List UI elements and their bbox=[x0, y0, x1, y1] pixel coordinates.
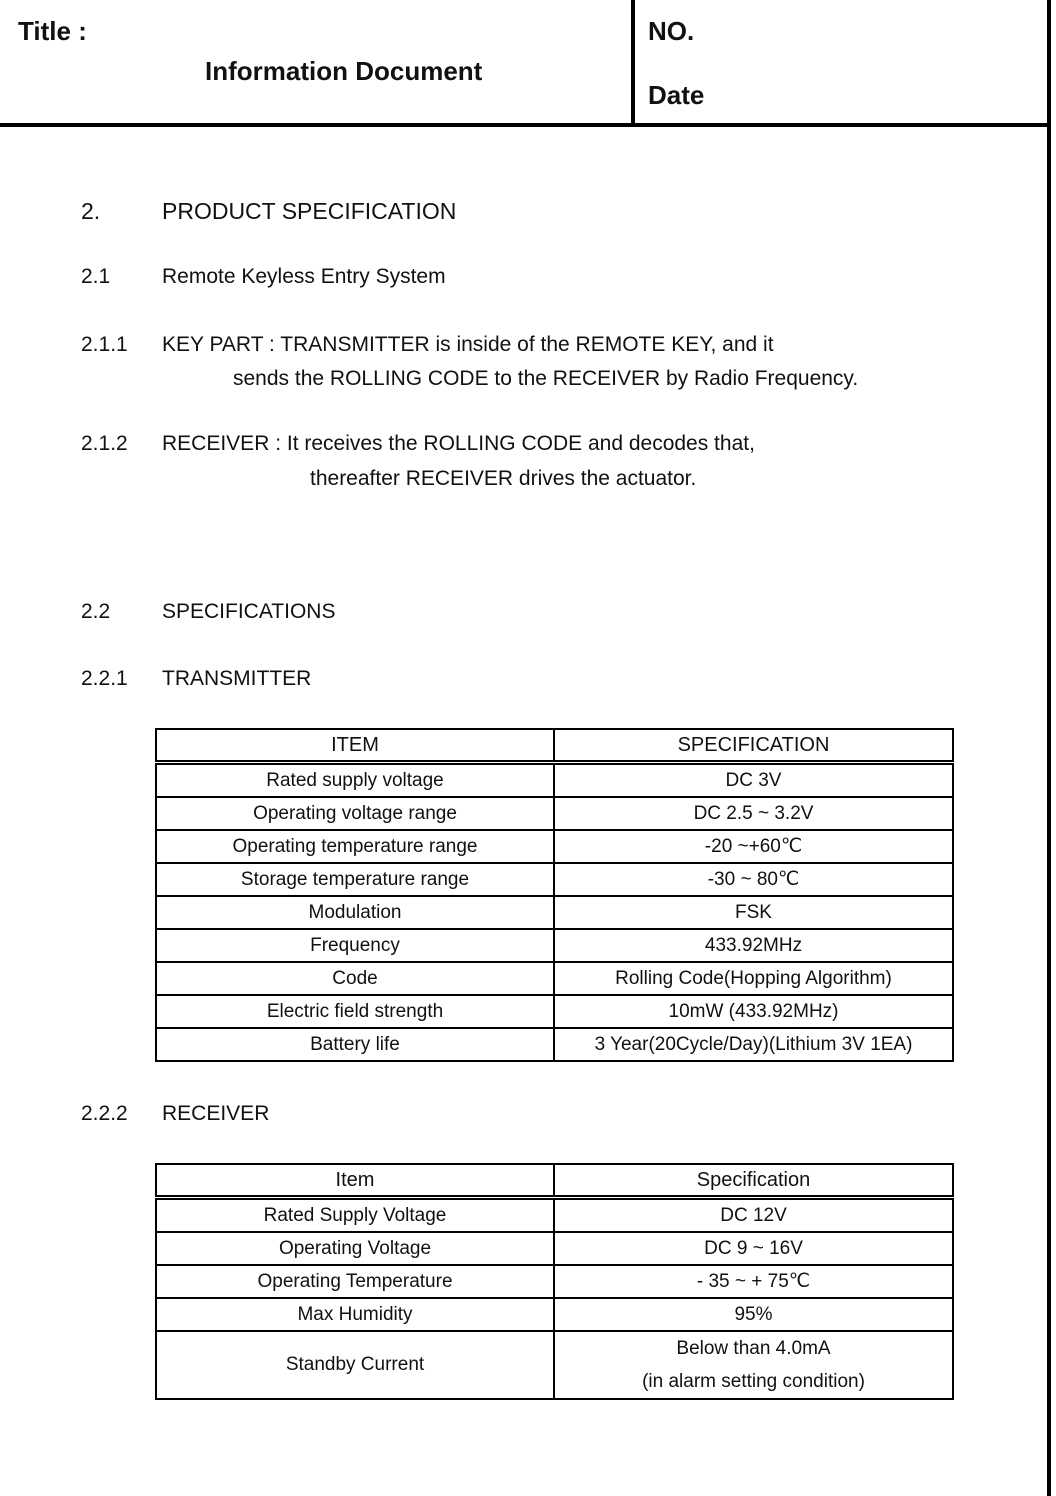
section-title: TRANSMITTER bbox=[162, 667, 312, 690]
table-row bbox=[156, 763, 953, 798]
item-cell: Standby Current bbox=[156, 1331, 554, 1399]
table-row bbox=[156, 1028, 953, 1061]
column-header-specification: Specification bbox=[554, 1164, 953, 1198]
section-number: 2.2.2 bbox=[81, 1102, 128, 1125]
spec-cell: -30 ~ 80℃ bbox=[554, 863, 953, 896]
table-row bbox=[156, 797, 953, 830]
section-number: 2.1.1 bbox=[81, 333, 128, 356]
section-number: 2.1.2 bbox=[81, 432, 128, 455]
spec-cell: DC 12V bbox=[554, 1198, 953, 1233]
item-cell: Operating Voltage bbox=[156, 1232, 554, 1265]
paragraph-line-2: sends the ROLLING CODE to the RECEIVER by Radio Frequency. bbox=[233, 367, 859, 390]
item-cell: Frequency bbox=[156, 929, 554, 962]
page-right-border bbox=[1047, 0, 1051, 1496]
item-cell: Electric field strength bbox=[156, 995, 554, 1028]
table-row bbox=[156, 1331, 953, 1399]
section-number: 2. bbox=[81, 198, 101, 224]
spec-cell: 3 Year(20Cycle/Day)(Lithium 3V 1EA) bbox=[554, 1028, 953, 1061]
item-cell: Operating Temperature bbox=[156, 1265, 554, 1298]
spec-cell: - 35 ~ + 75℃ bbox=[554, 1265, 953, 1298]
column-header-item: Item bbox=[156, 1164, 554, 1198]
table-header-row bbox=[156, 1164, 953, 1198]
table-row bbox=[156, 863, 953, 896]
table-row bbox=[156, 896, 953, 929]
section-title: Remote Keyless Entry System bbox=[162, 265, 446, 288]
column-header-item: ITEM bbox=[156, 729, 554, 763]
spec-cell: 433.92MHz bbox=[554, 929, 953, 962]
date-label: Date bbox=[648, 80, 705, 110]
item-cell: Battery life bbox=[156, 1028, 554, 1061]
receiver-spec-table bbox=[155, 1163, 954, 1400]
item-cell: Rated supply voltage bbox=[156, 763, 554, 798]
table-header-row bbox=[156, 729, 953, 763]
transmitter-spec-table bbox=[155, 728, 954, 1062]
section-title: RECEIVER bbox=[162, 1102, 270, 1125]
spec-cell: DC 2.5 ~ 3.2V bbox=[554, 797, 953, 830]
item-cell: Storage temperature range bbox=[156, 863, 554, 896]
spec-cell bbox=[554, 1331, 953, 1399]
table-row bbox=[156, 1265, 953, 1298]
column-header-specification: SPECIFICATION bbox=[554, 729, 953, 763]
item-cell: Operating temperature range bbox=[156, 830, 554, 863]
table-row bbox=[156, 929, 953, 962]
header-divider bbox=[631, 0, 635, 123]
item-cell: Modulation bbox=[156, 896, 554, 929]
section-title: PRODUCT SPECIFICATION bbox=[162, 198, 457, 224]
item-cell: Operating voltage range bbox=[156, 797, 554, 830]
document-title: Information Document bbox=[205, 56, 483, 86]
table-row bbox=[156, 962, 953, 995]
title-label: Title : bbox=[18, 16, 87, 46]
section-number: 2.2.1 bbox=[81, 667, 128, 690]
number-label: NO. bbox=[648, 16, 695, 46]
item-cell: Max Humidity bbox=[156, 1298, 554, 1331]
spec-cell: -20 ~+60℃ bbox=[554, 830, 953, 863]
table-row bbox=[156, 995, 953, 1028]
paragraph-line-1: KEY PART : TRANSMITTER is inside of the REMOTE KEY, and it bbox=[162, 333, 774, 356]
paragraph-line-2: thereafter RECEIVER drives the actuator. bbox=[310, 467, 697, 490]
table-row bbox=[156, 1232, 953, 1265]
spec-cell: DC 3V bbox=[554, 763, 953, 798]
item-cell: Rated Supply Voltage bbox=[156, 1198, 554, 1233]
spec-cell: Rolling Code(Hopping Algorithm) bbox=[554, 962, 953, 995]
spec-cell: FSK bbox=[554, 896, 953, 929]
table-row bbox=[156, 830, 953, 863]
paragraph-line-1: RECEIVER : It receives the ROLLING CODE and decodes that, bbox=[162, 432, 755, 455]
item-cell: Code bbox=[156, 962, 554, 995]
section-title: SPECIFICATIONS bbox=[162, 600, 336, 623]
spec-cell: 10mW (433.92MHz) bbox=[554, 995, 953, 1028]
spec-line-1: Below than 4.0mA bbox=[676, 1338, 831, 1359]
section-number: 2.1 bbox=[81, 265, 111, 288]
table-row bbox=[156, 1198, 953, 1233]
table-row bbox=[156, 1298, 953, 1331]
spec-cell: DC 9 ~ 16V bbox=[554, 1232, 953, 1265]
spec-line-2: (in alarm setting condition) bbox=[642, 1371, 865, 1392]
document-header bbox=[0, 0, 1049, 127]
spec-cell: 95% bbox=[554, 1298, 953, 1331]
section-number: 2.2 bbox=[81, 600, 111, 623]
